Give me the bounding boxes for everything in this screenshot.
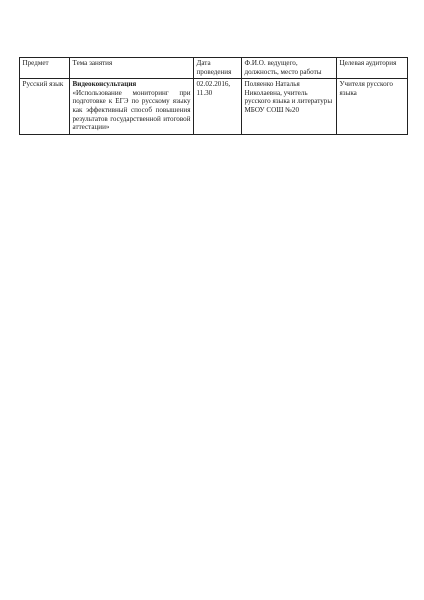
header-subject: Предмет — [20, 58, 70, 79]
cell-date: 02.02.2016, 11.30 — [194, 79, 242, 135]
cell-topic — [70, 79, 194, 135]
consultation-table — [19, 57, 408, 135]
topic-title: Видеоконсультация — [72, 80, 137, 89]
cell-person: Поляенко Наталья Николаевна, учитель русского языка и литературы МБОУ СОШ №20 — [242, 79, 337, 135]
header-audience: Целевая аудитория — [337, 58, 408, 79]
table-row — [20, 79, 408, 135]
header-topic: Тема занятия — [70, 58, 194, 79]
cell-subject: Русский язык — [20, 79, 70, 135]
cell-audience: Учителя русского языка — [337, 79, 408, 135]
table-header-row — [20, 58, 408, 79]
header-date: Дата проведения — [194, 58, 242, 79]
topic-description: «Использование мониторинг при подготовке к ЕГЭ по русскому языку как эффективный способ повышения результатов государственной итоговой аттестации» — [72, 88, 191, 132]
header-person: Ф.И.О. ведущего, должность, место работы — [242, 58, 337, 79]
